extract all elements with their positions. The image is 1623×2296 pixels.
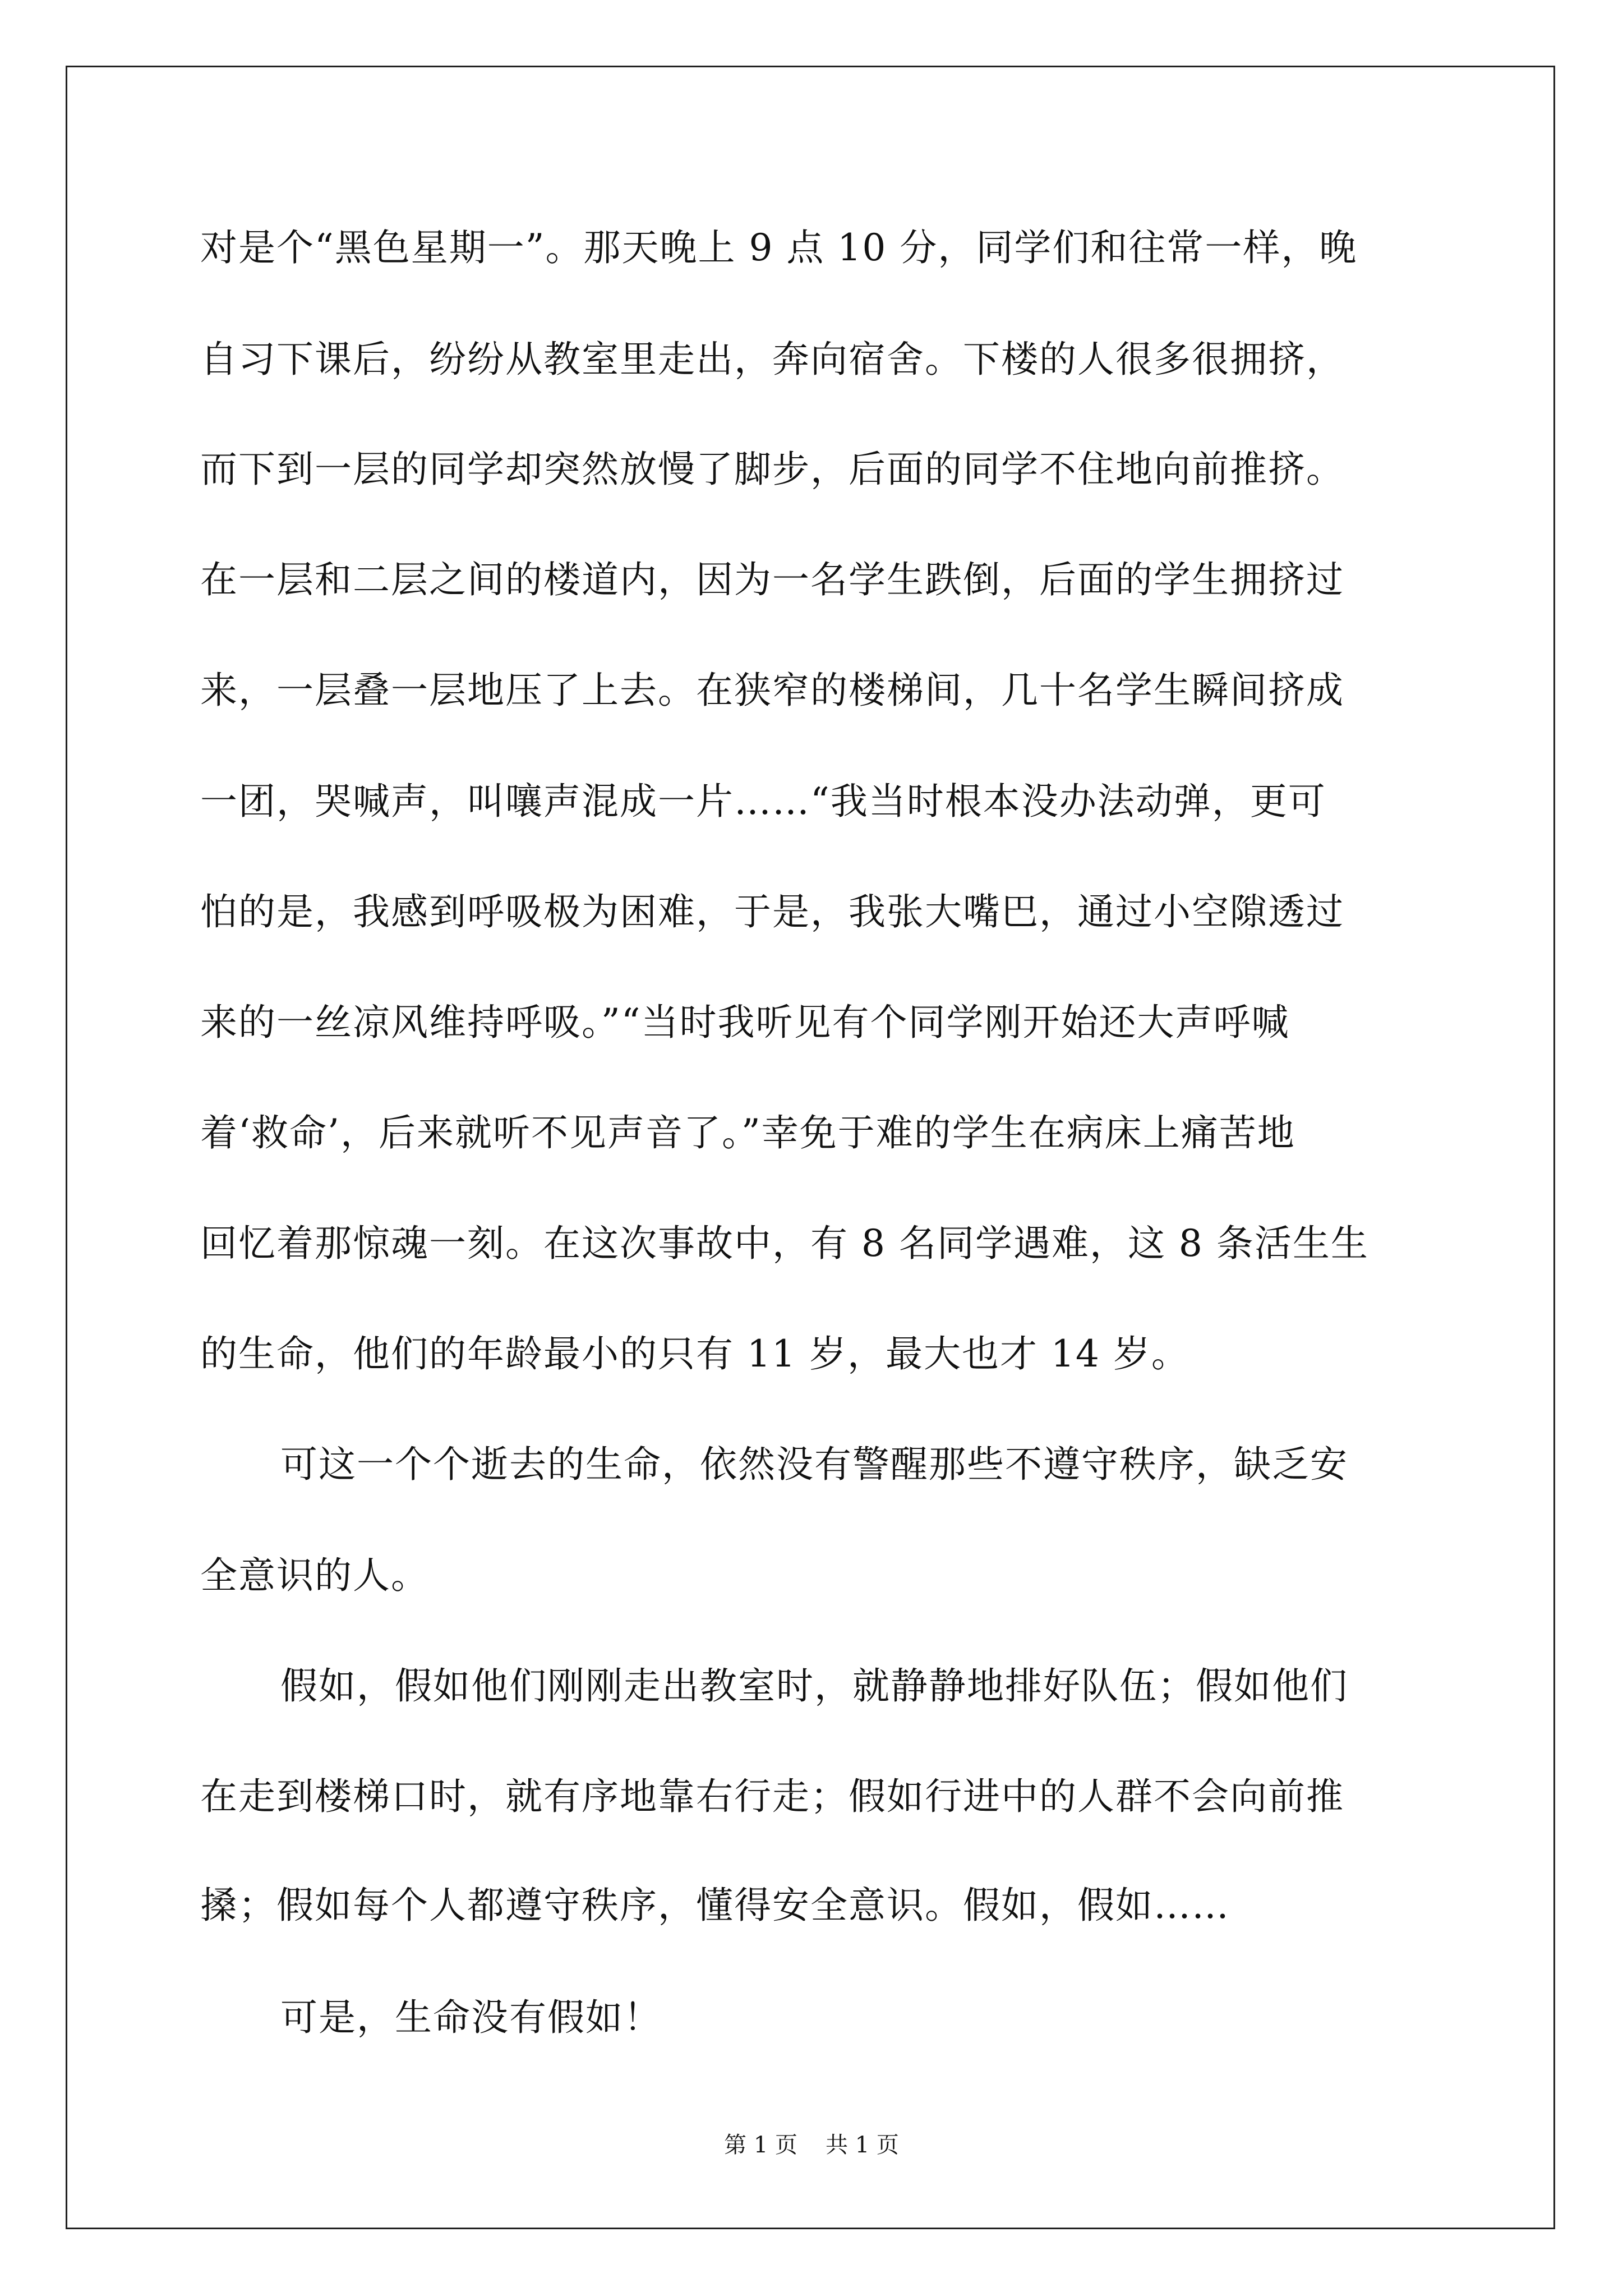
paragraph-start-line: 假如，假如他们刚刚走出教室时，就静静地排好队伍；假如他们 — [280, 1664, 1348, 1708]
text-line: 搡；假如每个人都遵守秩序，懂得安全意识。假如，假如…… — [200, 1884, 1230, 1927]
text-line: 回忆着那惊魂一刻。在这次事故中，有 8 名同学遇难，这 8 条活生生 — [200, 1222, 1369, 1265]
text-line: 着‘救命’，后来就听不见声音了。”幸免于难的学生在病床上痛苦地 — [200, 1111, 1295, 1154]
text-line: 自习下课后，纷纷从教室里走出，奔向宿舍。下楼的人很多很拥挤， — [200, 338, 1344, 381]
page-number: 第 1 页 — [724, 2132, 797, 2158]
text-line: 一团，哭喊声，叫嚷声混成一片……“我当时根本没办法动弹，更可 — [200, 780, 1326, 823]
page-footer — [0, 2132, 1623, 2159]
paragraph-start-line: 可是，生命没有假如！ — [280, 1996, 662, 2039]
text-line: 在走到楼梯口时，就有序地靠右行走；假如行进中的人群不会向前推 — [200, 1775, 1344, 1818]
text-line: 来的一丝凉风维持呼吸。”“当时我听见有个同学刚开始还大声呼喊 — [200, 1001, 1290, 1044]
text-line: 怕的是，我感到呼吸极为困难，于是，我张大嘴巴，通过小空隙透过 — [200, 890, 1344, 933]
text-line: 的生命，他们的年龄最小的只有 11 岁，最大也才 14 岁。 — [200, 1332, 1189, 1375]
paragraph-start-line: 可这一个个逝去的生命，依然没有警醒那些不遵守秩序，缺乏安 — [280, 1443, 1348, 1486]
text-line: 在一层和二层之间的楼道内，因为一名学生跌倒，后面的学生拥挤过 — [200, 558, 1344, 601]
text-line: 全意识的人。 — [200, 1554, 429, 1597]
text-line: 来，一层叠一层地压了上去。在狭窄的楼梯间，几十名学生瞬间挤成 — [200, 669, 1344, 712]
text-line: 而下到一层的同学却突然放慢了脚步，后面的同学不住地向前推挤。 — [200, 448, 1344, 491]
text-line: 对是个“黑色星期一”。那天晚上 9 点 10 分，同学们和往常一样，晚 — [200, 226, 1358, 269]
page-total: 共 1 页 — [826, 2132, 899, 2158]
